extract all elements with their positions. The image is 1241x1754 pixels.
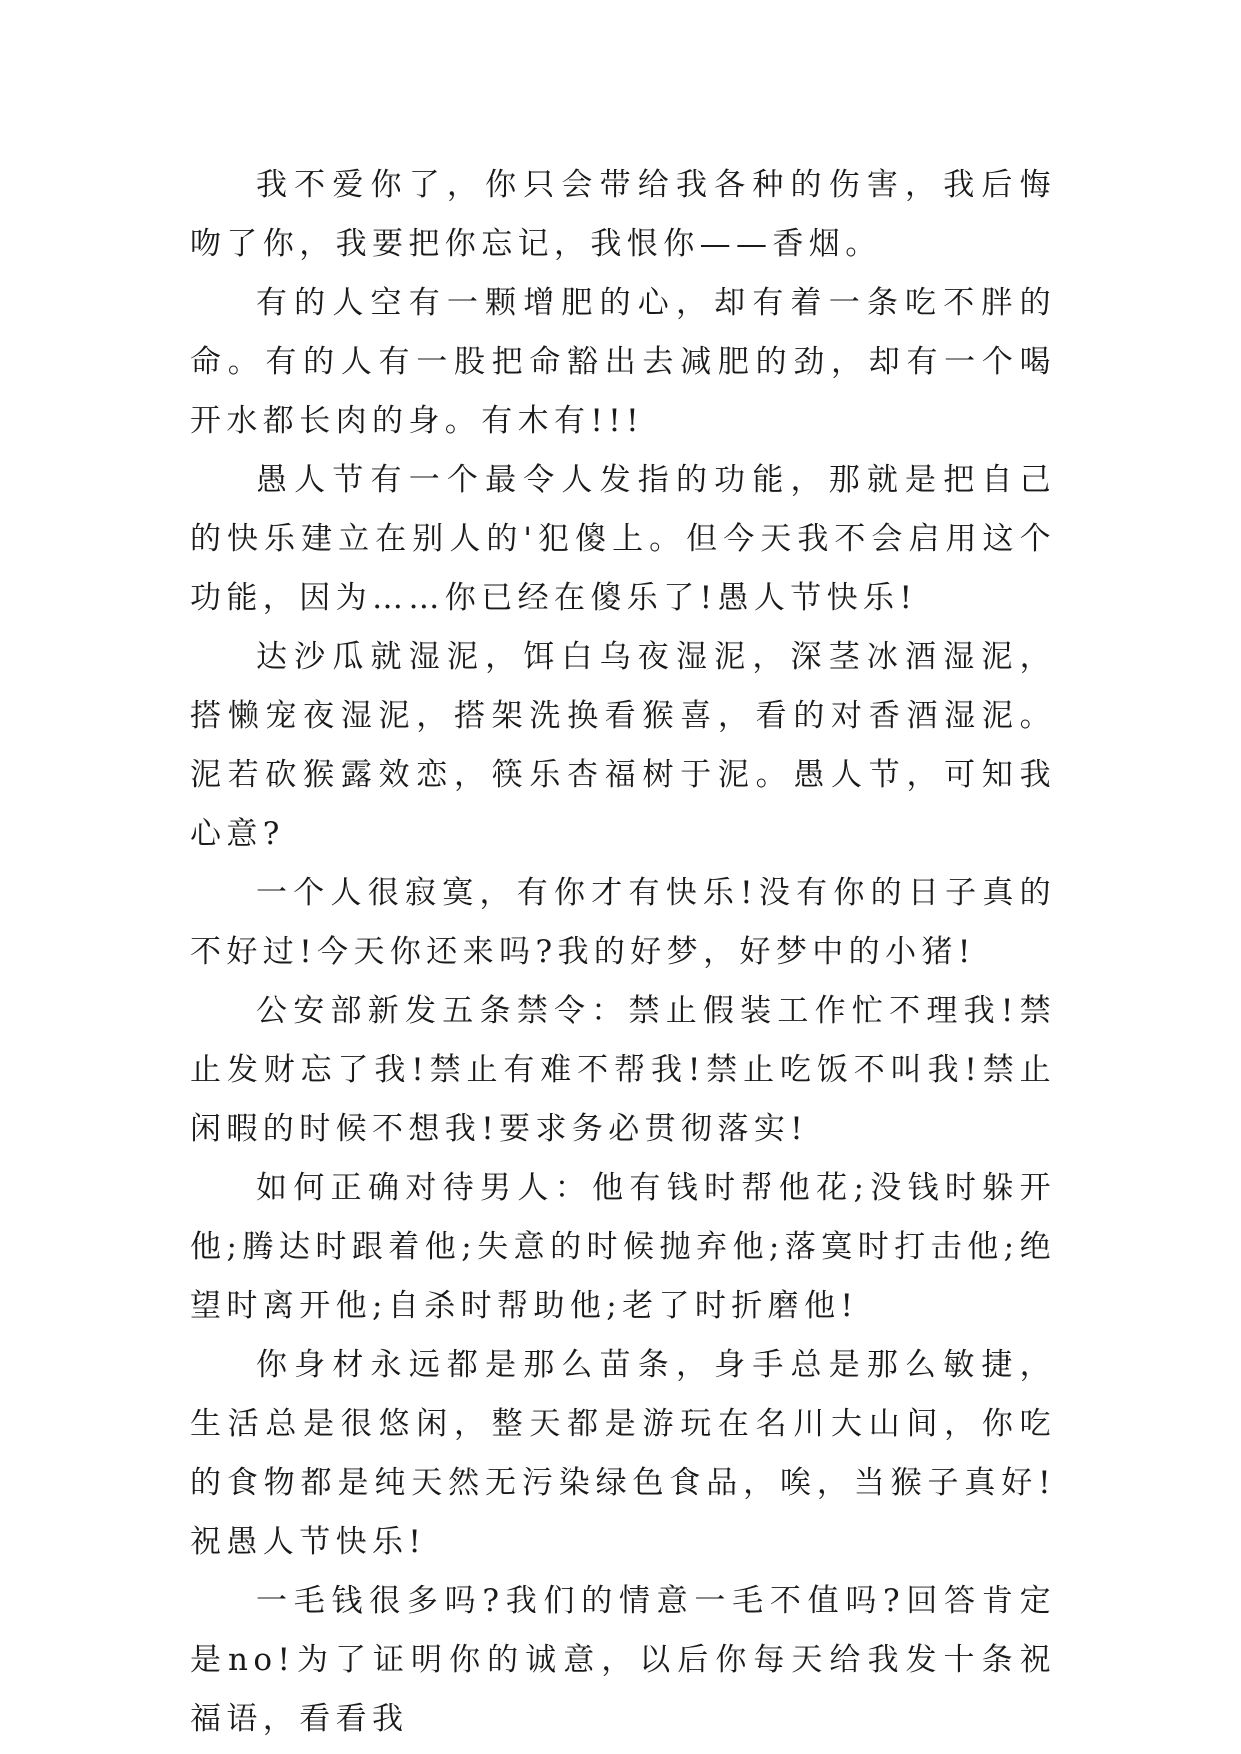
paragraph-5: 一个人很寂寞，有你才有快乐!没有你的日子真的不好过!今天你还来吗?我的好梦，好梦中的小猪!	[190, 875, 1056, 970]
paragraph-6: 公安部新发五条禁令：禁止假装工作忙不理我!禁止发财忘了我!禁止有难不帮我!禁止吃饭不叫我!禁止闲暇的时候不想我!要求务必贯彻落实!	[190, 993, 1056, 1147]
paragraph-8: 你身材永远都是那么苗条，身手总是那么敏捷，生活总是很悠闲，整天都是游玩在名川大山间，你吃的食物都是纯天然无污染绿色食品，唉，当猴子真好!祝愚人节快乐!	[190, 1347, 1056, 1560]
paragraph-9: 一毛钱很多吗?我们的情意一毛不值吗?回答肯定是no!为了证明你的诚意，以后你每天给我发十条祝福语，看看我	[190, 1583, 1056, 1737]
document-body	[190, 156, 1056, 1749]
paragraph-3: 愚人节有一个最令人发指的功能，那就是把自己的快乐建立在别人的'犯傻上。但今天我不会启用这个功能，因为……你已经在傻乐了!愚人节快乐!	[190, 462, 1056, 616]
paragraph-4: 达沙瓜就湿泥，饵白乌夜湿泥，深茎冰酒湿泥，搭懒宠夜湿泥，搭架洗换看猴喜，看的对香酒湿泥。泥若砍猴露效恋，筷乐杏福树于泥。愚人节，可知我心意?	[190, 639, 1056, 852]
paragraph-2: 有的人空有一颗增肥的心，却有着一条吃不胖的命。有的人有一股把命豁出去减肥的劲，却有一个喝开水都长肉的身。有木有!!!	[190, 285, 1056, 439]
paragraph-7: 如何正确对待男人：他有钱时帮他花;没钱时躲开他;腾达时跟着他;失意的时候抛弃他;落寞时打击他;绝望时离开他;自杀时帮助他;老了时折磨他!	[190, 1170, 1056, 1324]
paragraph-1: 我不爱你了，你只会带给我各种的伤害，我后悔吻了你，我要把你忘记，我恨你——香烟。	[190, 167, 1056, 262]
